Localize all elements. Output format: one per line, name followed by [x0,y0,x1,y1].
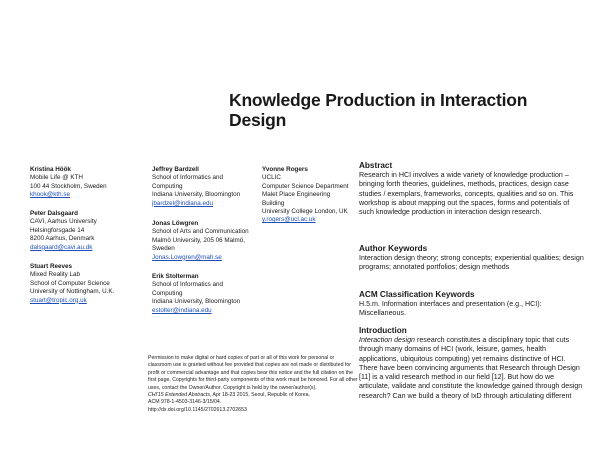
author-name: Jonas Löwgren [152,220,199,227]
author-block-lowgren [152,220,249,262]
abstract-section [359,160,584,217]
author-affiliation: Computing [152,289,183,297]
author-block-reeves [30,263,114,305]
author-email-link[interactable]: khook@kth.se [30,191,70,199]
abstract-text: Research in HCI involves a wide variety of knowledge production – bringing forth theories, guidelines, methods, practices, design case studies / exemplars, frameworks, concepts, qualities and so on. This workshop is about mapping out the spaces, forms and potentials of such knowledge production in interaction design research. [359,171,574,217]
author-name: Peter Dalsgaard [30,210,78,217]
author-affiliation: Building [262,199,285,207]
acm-classification-text: H.5.m. Information interfaces and presentation (e.g., HCI): Miscellaneous. [359,300,542,318]
author-affiliation: Computing [152,182,183,190]
author-email-link[interactable]: dalsgaard@cavi.au.dk [30,243,93,251]
author-email-link[interactable]: Jonas.Lowgren@mah.se [152,253,222,261]
author-block-hook [30,166,107,200]
author-name: Erik Stolterman [152,273,199,280]
acm-classification-section [359,289,584,319]
venue-details: , Apr 18-23 2015, Seoul, Republic of Korea. [209,392,311,399]
author-affiliation: Mobile Life @ KTH [30,174,83,182]
author-email-link[interactable]: jbardzel@indiana.edu [152,199,214,207]
introduction-italic-lead: Interaction design [359,336,415,344]
paper-title: Knowledge Production in Interaction Design [229,90,528,130]
author-block-rogers [262,166,348,225]
introduction-body: research constitutes a disciplinary topic that cuts through many domains of HCI (work, leisure, games, health applications, ubiquitous computing) yet remains distinctive of HCI. There have been convincing arguments that Research through Design [11] is a valid research method in our field [12]. But how do we articulate, validate and constitute the knowledge gained through design research? Can we build a theory of IxD through articulating different [359,336,583,400]
keywords-heading: Author Keywords [359,244,428,253]
author-affiliation: 100 44 Stockholm, Sweden [30,182,107,190]
acm-isbn: ACM 978-1-4503-3146-3/15/04. [148,399,222,406]
author-affiliation: University of Nottingham, U.K. [30,288,115,296]
author-affiliation: Malmö University, 205 06 Malmö, [152,236,245,244]
author-affiliation: Malet Place Engineering [262,191,331,199]
author-affiliation: Computer Science Department [262,182,349,190]
author-affiliation: Indiana University, Bloomington [152,298,241,306]
author-affiliation: School of Arts and Communication [152,228,249,236]
author-affiliation: School of Computer Science [30,279,110,287]
author-email-link[interactable]: y.rogers@ucl.ac.uk [262,216,316,224]
author-block-bardzell [152,166,240,208]
author-name: Yvonne Rogers [262,166,308,173]
introduction-section [359,325,584,401]
introduction-heading: Introduction [359,326,407,335]
permission-text: Permission to make digital or hard copies of part or all of this work for personal or classroom use is granted without fee provided that copies are not made or distributed for profit or commercial advantage and that copies bear this notice and the full citation on the first page. Copyrights for third-party components of this work must be honored. For all other uses, contact the Owner/Author. Copyright is held by the owner/author(s). [148,355,358,391]
author-affiliation: CAVI, Aarhus University [30,218,97,226]
author-affiliation: School of Informatics and [152,174,224,182]
doi-link[interactable]: http://dx.doi.org/10.1145/2702613.2702653 [148,406,247,413]
author-affiliation: Mixed Reality Lab [30,271,81,279]
abstract-heading: Abstract [359,161,393,170]
author-block-stolterman [152,273,240,315]
author-affiliation: Helsingforsgade 14 [30,226,85,234]
author-affiliation: UCLIC [262,174,281,182]
acm-classification-heading: ACM Classification Keywords [359,290,475,299]
author-affiliation: Indiana University, Bloomington [152,191,241,199]
author-email-link[interactable]: estolter@indiana.edu [152,306,212,314]
author-affiliation: 8200 Aarhus, Denmark [30,235,95,243]
author-affiliation: University College London, UK [262,208,348,216]
author-block-dalsgaard [30,210,97,252]
permission-notice [148,355,358,414]
venue-name: CHI'15 Extended Abstracts [148,392,210,399]
author-name: Stuart Reeves [30,263,72,270]
author-name: Jeffrey Bardzell [152,166,199,173]
keywords-text: Interaction design theory; strong concepts; experiential qualities; design programs; annotated portfolios; design methods [359,254,584,272]
author-email-link[interactable]: stuart@tropic.org.uk [30,296,87,304]
author-affiliation: Sweden [152,245,175,253]
author-name: Kristina Höök [30,166,71,173]
keywords-section [359,243,584,273]
introduction-text [359,336,584,401]
author-affiliation: School of Informatics and [152,281,224,289]
